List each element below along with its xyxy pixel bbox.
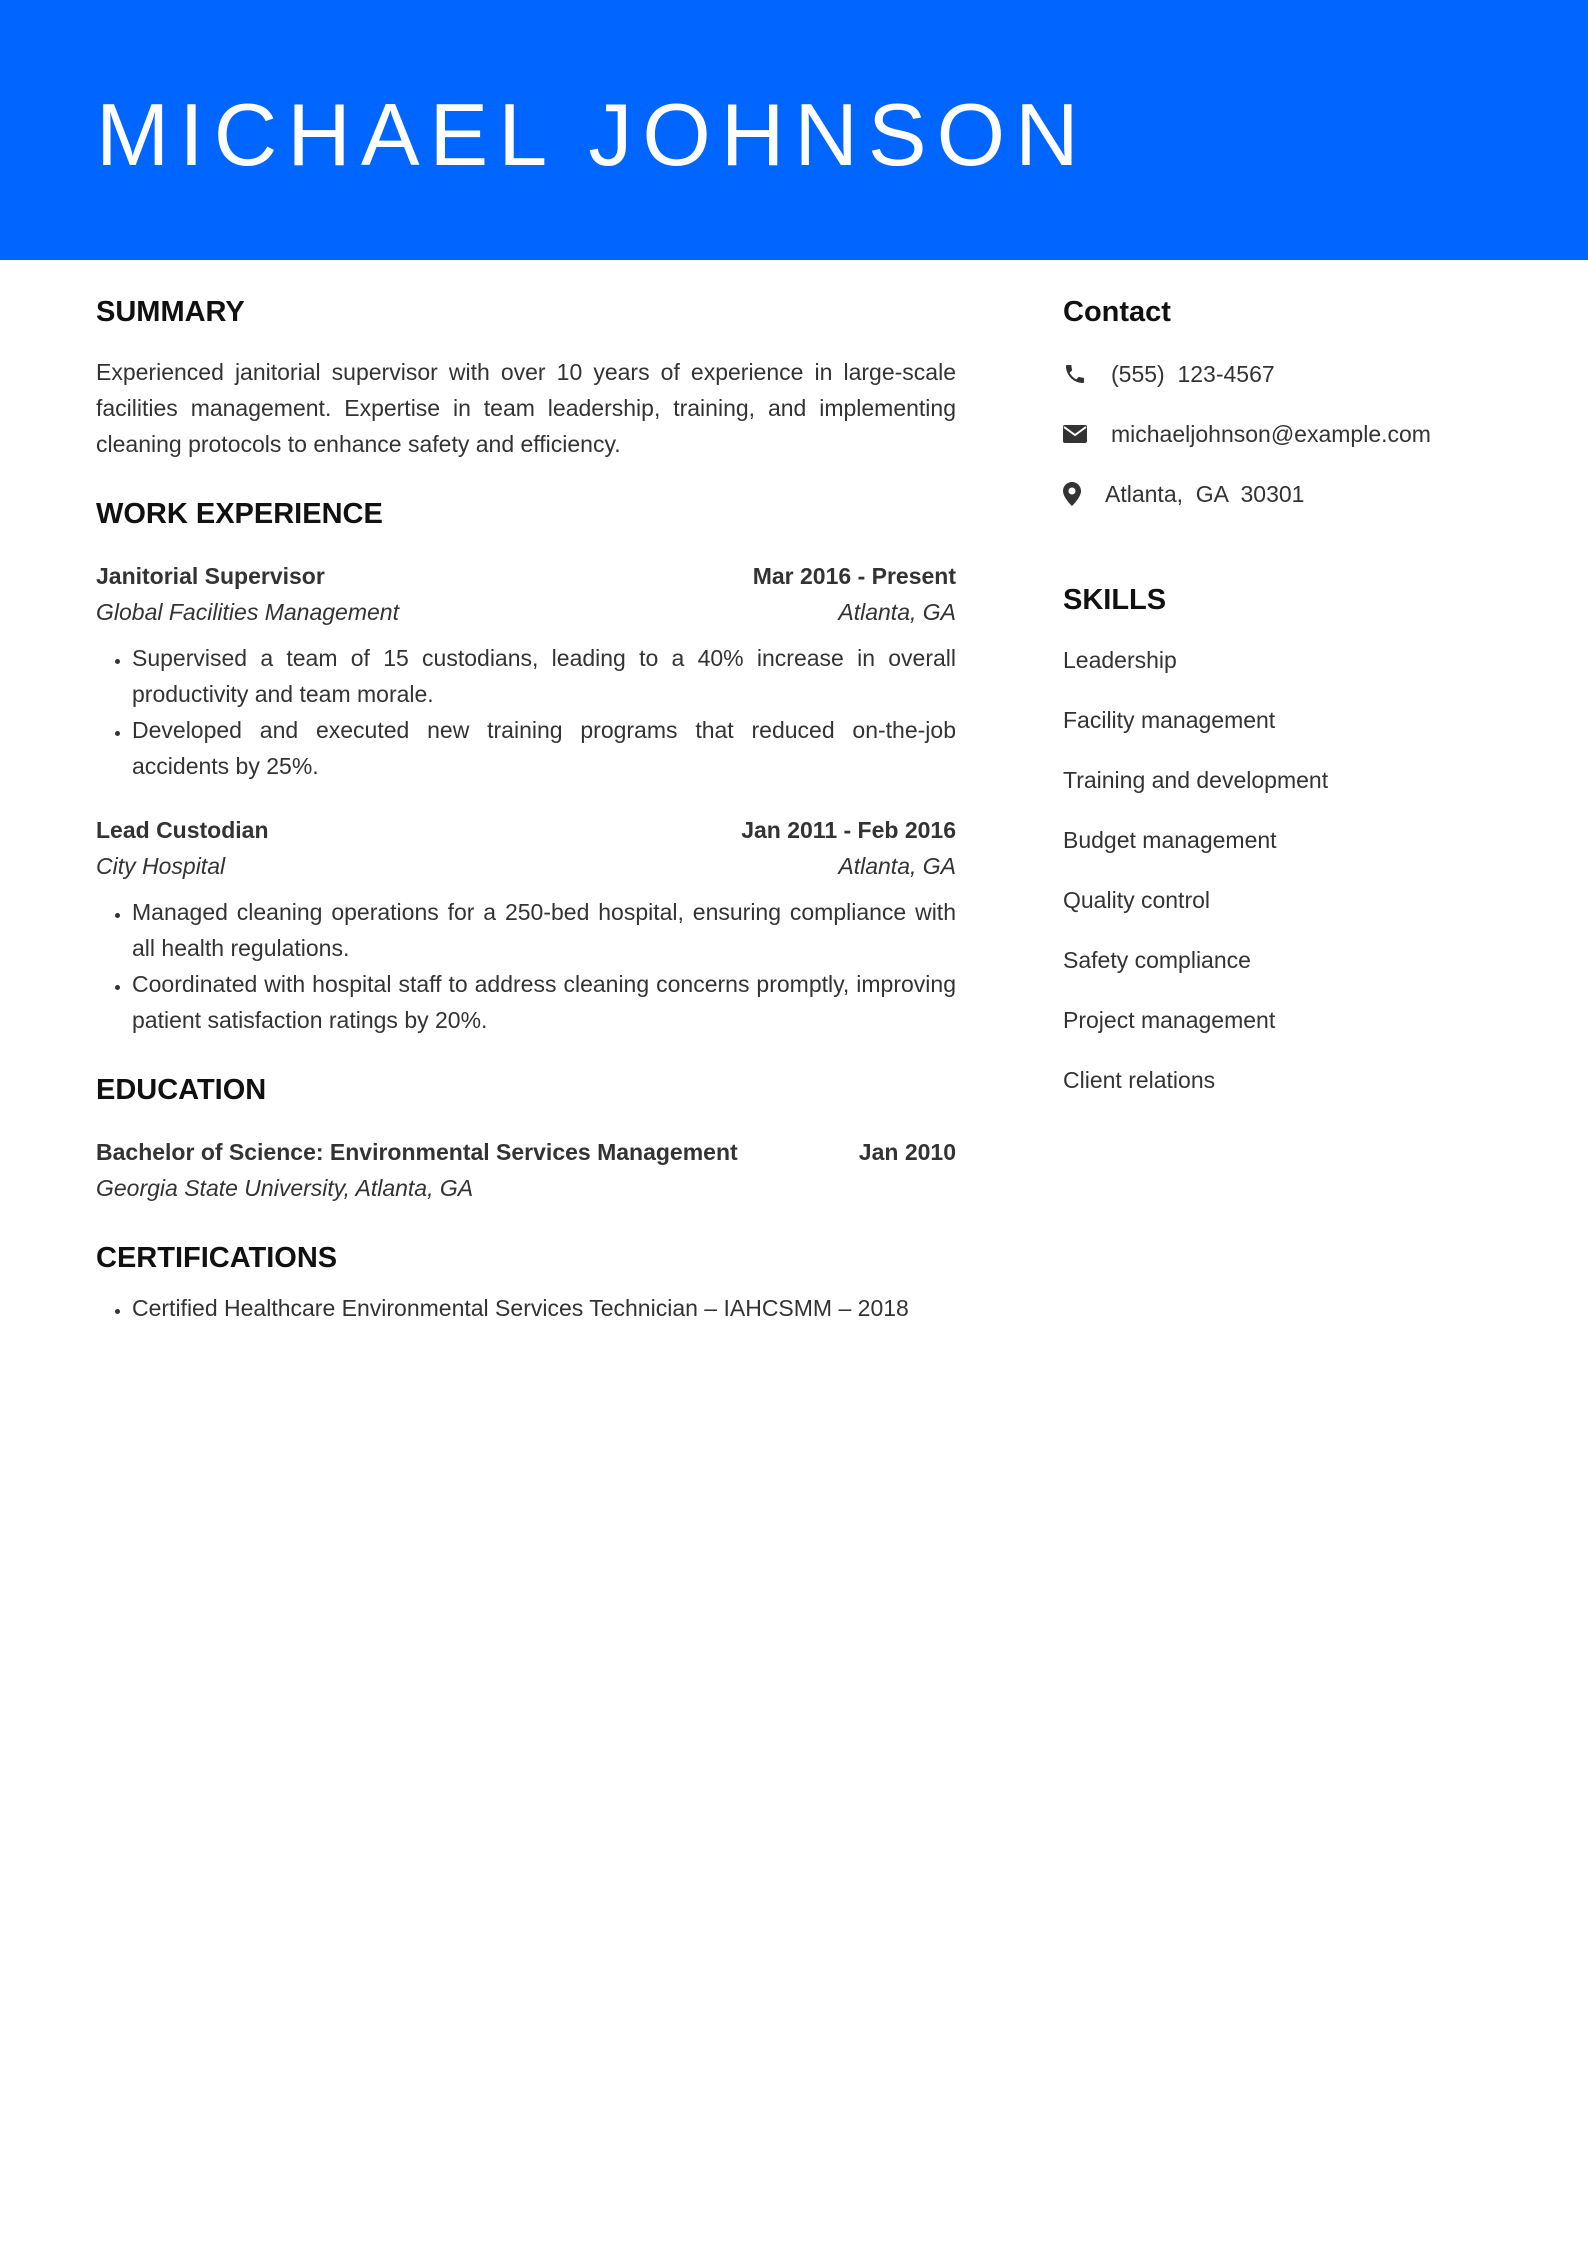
job-bullet: • Coordinated with hospital staff to address cleaning concerns promptly, improving patient satisfaction ratings by 20%. (132, 966, 956, 1038)
skill-item: Quality control (1063, 887, 1211, 913)
contact-location-text: Atlanta, GA 30301 (1105, 481, 1305, 507)
candidate-name: MICHAEL JOHNSON (96, 85, 1089, 184)
job-role: Janitorial Supervisor (96, 563, 325, 589)
skill-list (1063, 642, 1513, 1098)
contact-heading: Contact (1063, 296, 1171, 328)
education-entry (96, 1134, 956, 1206)
job-location: Atlanta, GA (838, 599, 956, 625)
contact-location (1063, 476, 1513, 512)
skill-item: Safety compliance (1063, 947, 1251, 973)
job-bullet-list (96, 640, 956, 784)
job-bullet: • Supervised a team of 15 custodians, leading to a 40% increase in overall productivity and team morale. (132, 640, 956, 712)
job-bullet-list (96, 894, 956, 1038)
work-experience-heading: WORK EXPERIENCE (96, 498, 383, 530)
skill-item: Leadership (1063, 647, 1177, 673)
education-heading: EDUCATION (96, 1074, 267, 1106)
skill-item: Project management (1063, 1007, 1276, 1033)
envelope-icon (1063, 425, 1093, 443)
job-company: City Hospital (96, 853, 226, 879)
education-date: Jan 2010 (858, 1139, 956, 1165)
job-location: Atlanta, GA (838, 853, 956, 879)
job-entry (96, 812, 956, 1038)
skill-item: Training and development (1063, 767, 1329, 793)
contact-phone (1063, 356, 1513, 392)
job-dates: Jan 2011 - Feb 2016 (741, 817, 956, 843)
sidebar-column (1063, 290, 1513, 1122)
work-experience-section (96, 492, 956, 1038)
contact-section (1063, 290, 1513, 512)
job-dates: Mar 2016 - Present (752, 563, 956, 589)
main-column (96, 290, 956, 1326)
skill-item: Budget management (1063, 827, 1277, 853)
skill-item: Facility management (1063, 707, 1276, 733)
certifications-heading: CERTIFICATIONS (96, 1242, 338, 1274)
phone-icon (1063, 362, 1093, 386)
job-role: Lead Custodian (96, 817, 269, 843)
skill-item: Client relations (1063, 1067, 1216, 1093)
job-company: Global Facilities Management (96, 599, 399, 625)
education-degree: Bachelor of Science: Environmental Services Management (96, 1139, 738, 1165)
job-entry (96, 558, 956, 784)
contact-phone-text: (555) 123-4567 (1111, 361, 1275, 387)
certifications-section (96, 1236, 956, 1326)
job-bullet: • Managed cleaning operations for a 250-bed hospital, ensuring compliance with all health regulations. (132, 894, 956, 966)
certification-item: • Certified Healthcare Environmental Services Technician – IAHCSMM – 2018 (132, 1290, 956, 1326)
skills-section (1063, 578, 1513, 1098)
job-bullet: • Developed and executed new training programs that reduced on-the-job accidents by 25%. (132, 712, 956, 784)
education-section (96, 1068, 956, 1206)
contact-email (1063, 416, 1513, 452)
contact-email-text[interactable]: michaeljohnson@example.com (1111, 421, 1431, 447)
header-banner (0, 0, 1588, 260)
summary-heading: SUMMARY (96, 296, 245, 328)
education-school: Georgia State University, Atlanta, GA (96, 1175, 474, 1201)
summary-section (96, 290, 956, 462)
certification-list (96, 1290, 956, 1326)
skills-heading: SKILLS (1063, 584, 1167, 616)
map-pin-icon (1063, 482, 1085, 506)
contact-list (1063, 356, 1513, 512)
summary-text: Experienced janitorial supervisor with over 10 years of experience in large-scale facilities management. Expertise in team leadership, training, and implementing cleaning protocols to enhance safety and efficiency. (96, 359, 956, 457)
